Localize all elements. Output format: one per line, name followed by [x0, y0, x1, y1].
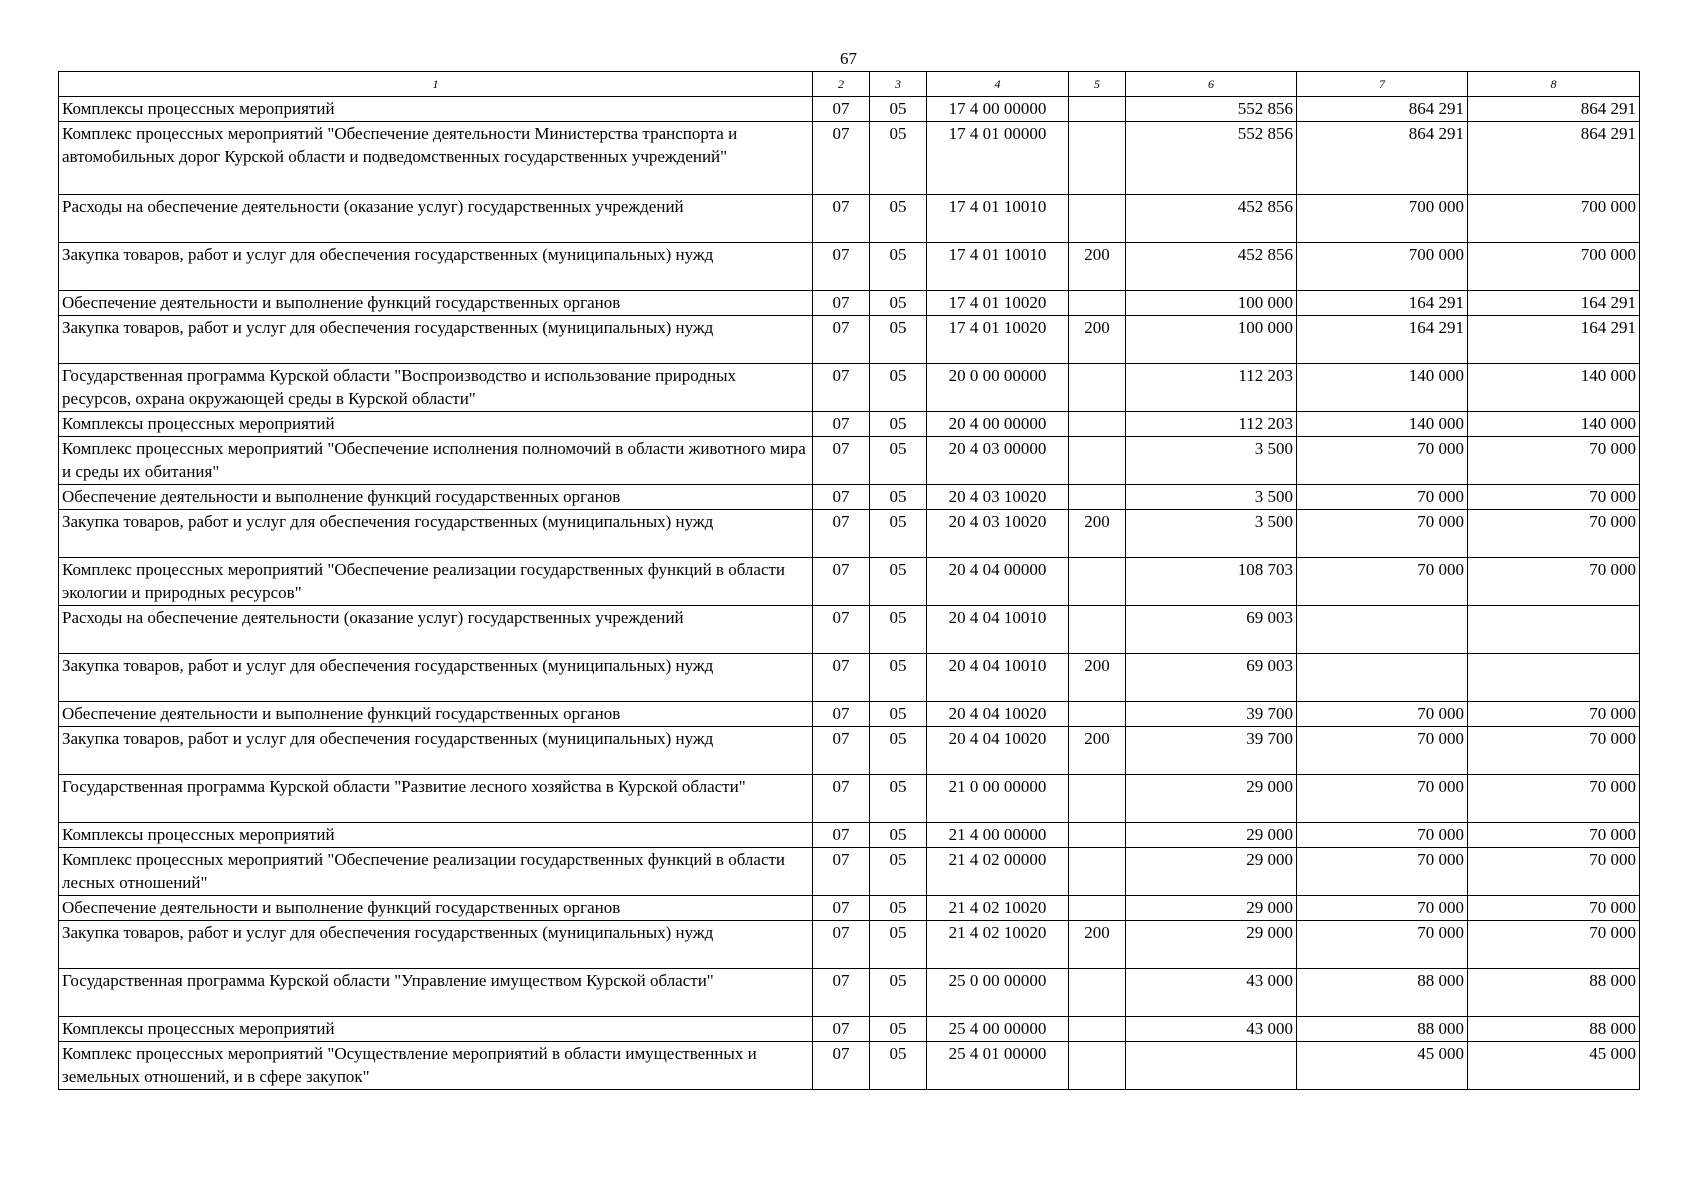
- amount-col7-cell: 70 000: [1297, 896, 1468, 921]
- target-article-cell: 21 4 02 10020: [927, 921, 1069, 969]
- amount-col8-cell: 70 000: [1468, 775, 1640, 823]
- subsection-code-cell: 05: [870, 1042, 927, 1090]
- expense-name-cell: Комплексы процессных мероприятий: [59, 97, 813, 122]
- amount-col6-cell: 69 003: [1126, 654, 1297, 702]
- amount-col6-cell: 69 003: [1126, 606, 1297, 654]
- amount-col8-cell: 700 000: [1468, 243, 1640, 291]
- amount-col6-cell: 100 000: [1126, 291, 1297, 316]
- expense-name-cell: Закупка товаров, работ и услуг для обеспечения государственных (муниципальных) нужд: [59, 727, 813, 775]
- target-article-cell: 21 4 02 10020: [927, 896, 1069, 921]
- subsection-code-cell: 05: [870, 848, 927, 896]
- amount-col8-cell: 70 000: [1468, 921, 1640, 969]
- column-header: 7: [1297, 72, 1468, 97]
- table-row: [59, 775, 1640, 823]
- amount-col6-cell: 39 700: [1126, 727, 1297, 775]
- amount-col8-cell: 88 000: [1468, 1017, 1640, 1042]
- amount-col7-cell: 700 000: [1297, 195, 1468, 243]
- amount-col8-cell: 140 000: [1468, 412, 1640, 437]
- amount-col6-cell: 43 000: [1126, 969, 1297, 1017]
- table-row: [59, 1017, 1640, 1042]
- expense-name-cell: Обеспечение деятельности и выполнение функций государственных органов: [59, 896, 813, 921]
- target-article-cell: 21 4 00 00000: [927, 823, 1069, 848]
- section-code-cell: 07: [813, 969, 870, 1017]
- section-code-cell: 07: [813, 122, 870, 195]
- section-code-cell: 07: [813, 316, 870, 364]
- amount-col8-cell: 70 000: [1468, 823, 1640, 848]
- target-article-cell: 21 4 02 00000: [927, 848, 1069, 896]
- amount-col8-cell: 70 000: [1468, 510, 1640, 558]
- column-header: 1: [59, 72, 813, 97]
- table-row: [59, 364, 1640, 412]
- expense-type-cell: 200: [1069, 243, 1126, 291]
- expense-name-cell: Комплекс процессных мероприятий "Обеспечение исполнения полномочий в области животного мира и среды их обитания": [59, 437, 813, 485]
- subsection-code-cell: 05: [870, 364, 927, 412]
- expense-name-cell: Закупка товаров, работ и услуг для обеспечения государственных (муниципальных) нужд: [59, 921, 813, 969]
- target-article-cell: 25 4 01 00000: [927, 1042, 1069, 1090]
- table-row: [59, 558, 1640, 606]
- amount-col7-cell: 70 000: [1297, 485, 1468, 510]
- expense-name-cell: Комплексы процессных мероприятий: [59, 1017, 813, 1042]
- target-article-cell: 25 0 00 00000: [927, 969, 1069, 1017]
- expense-type-cell: [1069, 702, 1126, 727]
- amount-col8-cell: 864 291: [1468, 97, 1640, 122]
- amount-col7-cell: 45 000: [1297, 1042, 1468, 1090]
- section-code-cell: 07: [813, 195, 870, 243]
- amount-col8-cell: 700 000: [1468, 195, 1640, 243]
- table-row: [59, 823, 1640, 848]
- subsection-code-cell: 05: [870, 823, 927, 848]
- subsection-code-cell: 05: [870, 654, 927, 702]
- amount-col6-cell: 3 500: [1126, 437, 1297, 485]
- subsection-code-cell: 05: [870, 291, 927, 316]
- amount-col8-cell: 164 291: [1468, 291, 1640, 316]
- table-row: [59, 654, 1640, 702]
- table-row: [59, 921, 1640, 969]
- amount-col6-cell: 29 000: [1126, 848, 1297, 896]
- expense-type-cell: [1069, 364, 1126, 412]
- expense-type-cell: 200: [1069, 316, 1126, 364]
- section-code-cell: 07: [813, 775, 870, 823]
- target-article-cell: 20 4 00 00000: [927, 412, 1069, 437]
- target-article-cell: 17 4 01 10010: [927, 195, 1069, 243]
- column-header: 4: [927, 72, 1069, 97]
- expense-name-cell: Расходы на обеспечение деятельности (оказание услуг) государственных учреждений: [59, 606, 813, 654]
- amount-col7-cell: 70 000: [1297, 510, 1468, 558]
- expense-name-cell: Закупка товаров, работ и услуг для обеспечения государственных (муниципальных) нужд: [59, 316, 813, 364]
- amount-col7-cell: 140 000: [1297, 412, 1468, 437]
- section-code-cell: 07: [813, 606, 870, 654]
- amount-col8-cell: 864 291: [1468, 122, 1640, 195]
- amount-col6-cell: [1126, 1042, 1297, 1090]
- expense-name-cell: Обеспечение деятельности и выполнение функций государственных органов: [59, 702, 813, 727]
- column-header: 5: [1069, 72, 1126, 97]
- amount-col6-cell: 29 000: [1126, 896, 1297, 921]
- table-row: [59, 195, 1640, 243]
- amount-col8-cell: 70 000: [1468, 896, 1640, 921]
- amount-col8-cell: 70 000: [1468, 702, 1640, 727]
- subsection-code-cell: 05: [870, 122, 927, 195]
- section-code-cell: 07: [813, 97, 870, 122]
- amount-col8-cell: 70 000: [1468, 558, 1640, 606]
- expense-name-cell: Обеспечение деятельности и выполнение функций государственных органов: [59, 291, 813, 316]
- section-code-cell: 07: [813, 510, 870, 558]
- table-row: [59, 412, 1640, 437]
- subsection-code-cell: 05: [870, 412, 927, 437]
- table-row: [59, 510, 1640, 558]
- target-article-cell: 25 4 00 00000: [927, 1017, 1069, 1042]
- target-article-cell: 20 4 04 10020: [927, 727, 1069, 775]
- table-row: [59, 606, 1640, 654]
- amount-col7-cell: 140 000: [1297, 364, 1468, 412]
- amount-col7-cell: 70 000: [1297, 775, 1468, 823]
- amount-col6-cell: 452 856: [1126, 243, 1297, 291]
- expense-type-cell: [1069, 291, 1126, 316]
- expense-name-cell: Государственная программа Курской области "Воспроизводство и использование природных ресурсов, охрана окружающей среды в Курской области": [59, 364, 813, 412]
- amount-col7-cell: [1297, 606, 1468, 654]
- amount-col8-cell: 140 000: [1468, 364, 1640, 412]
- section-code-cell: 07: [813, 702, 870, 727]
- subsection-code-cell: 05: [870, 1017, 927, 1042]
- expense-type-cell: [1069, 606, 1126, 654]
- expense-type-cell: [1069, 412, 1126, 437]
- column-header: 3: [870, 72, 927, 97]
- amount-col7-cell: 864 291: [1297, 122, 1468, 195]
- section-code-cell: 07: [813, 823, 870, 848]
- section-code-cell: 07: [813, 1017, 870, 1042]
- expense-type-cell: [1069, 896, 1126, 921]
- expense-name-cell: Государственная программа Курской области "Развитие лесного хозяйства в Курской области": [59, 775, 813, 823]
- expense-type-cell: [1069, 485, 1126, 510]
- expense-type-cell: [1069, 1017, 1126, 1042]
- expense-type-cell: [1069, 97, 1126, 122]
- table-row: [59, 316, 1640, 364]
- target-article-cell: 20 4 04 10010: [927, 606, 1069, 654]
- budget-table: [58, 71, 1640, 1090]
- subsection-code-cell: 05: [870, 243, 927, 291]
- amount-col6-cell: 29 000: [1126, 921, 1297, 969]
- amount-col7-cell: 70 000: [1297, 823, 1468, 848]
- subsection-code-cell: 05: [870, 195, 927, 243]
- section-code-cell: 07: [813, 727, 870, 775]
- amount-col7-cell: 70 000: [1297, 848, 1468, 896]
- amount-col8-cell: 45 000: [1468, 1042, 1640, 1090]
- expense-name-cell: Комплекс процессных мероприятий "Обеспечение деятельности Министерства транспорта и автомобильных дорог Курской области и подведомственных государственных учреждений": [59, 122, 813, 195]
- table-row: [59, 122, 1640, 195]
- target-article-cell: 17 4 01 00000: [927, 122, 1069, 195]
- amount-col8-cell: 70 000: [1468, 727, 1640, 775]
- table-body: [59, 97, 1640, 1090]
- amount-col8-cell: 88 000: [1468, 969, 1640, 1017]
- section-code-cell: 07: [813, 1042, 870, 1090]
- expense-type-cell: [1069, 969, 1126, 1017]
- expense-type-cell: 200: [1069, 510, 1126, 558]
- expense-name-cell: Комплекс процессных мероприятий "Обеспечение реализации государственных функций в области лесных отношений": [59, 848, 813, 896]
- expense-type-cell: [1069, 775, 1126, 823]
- amount-col6-cell: 112 203: [1126, 364, 1297, 412]
- target-article-cell: 20 4 04 00000: [927, 558, 1069, 606]
- column-header: 2: [813, 72, 870, 97]
- amount-col7-cell: 70 000: [1297, 558, 1468, 606]
- section-code-cell: 07: [813, 412, 870, 437]
- expense-type-cell: [1069, 558, 1126, 606]
- target-article-cell: 17 4 00 00000: [927, 97, 1069, 122]
- amount-col6-cell: 3 500: [1126, 510, 1297, 558]
- target-article-cell: 20 4 03 10020: [927, 510, 1069, 558]
- amount-col6-cell: 39 700: [1126, 702, 1297, 727]
- table-row: [59, 485, 1640, 510]
- expense-name-cell: Закупка товаров, работ и услуг для обеспечения государственных (муниципальных) нужд: [59, 243, 813, 291]
- amount-col8-cell: 70 000: [1468, 848, 1640, 896]
- table-row: [59, 1042, 1640, 1090]
- amount-col6-cell: 43 000: [1126, 1017, 1297, 1042]
- amount-col7-cell: 70 000: [1297, 702, 1468, 727]
- section-code-cell: 07: [813, 485, 870, 510]
- expense-name-cell: Обеспечение деятельности и выполнение функций государственных органов: [59, 485, 813, 510]
- subsection-code-cell: 05: [870, 969, 927, 1017]
- expense-type-cell: [1069, 1042, 1126, 1090]
- subsection-code-cell: 05: [870, 727, 927, 775]
- expense-name-cell: Закупка товаров, работ и услуг для обеспечения государственных (муниципальных) нужд: [59, 510, 813, 558]
- subsection-code-cell: 05: [870, 437, 927, 485]
- table-row: [59, 896, 1640, 921]
- target-article-cell: 20 4 03 00000: [927, 437, 1069, 485]
- expense-name-cell: Комплексы процессных мероприятий: [59, 823, 813, 848]
- expense-type-cell: [1069, 437, 1126, 485]
- target-article-cell: 21 0 00 00000: [927, 775, 1069, 823]
- amount-col8-cell: [1468, 654, 1640, 702]
- section-code-cell: 07: [813, 654, 870, 702]
- amount-col8-cell: 164 291: [1468, 316, 1640, 364]
- subsection-code-cell: 05: [870, 97, 927, 122]
- expense-name-cell: Комплекс процессных мероприятий "Обеспечение реализации государственных функций в области экологии и природных ресурсов": [59, 558, 813, 606]
- expense-name-cell: Комплексы процессных мероприятий: [59, 412, 813, 437]
- page-number: 67: [840, 49, 857, 68]
- expense-type-cell: 200: [1069, 727, 1126, 775]
- target-article-cell: 20 4 04 10010: [927, 654, 1069, 702]
- amount-col7-cell: 70 000: [1297, 437, 1468, 485]
- amount-col8-cell: [1468, 606, 1640, 654]
- amount-col7-cell: 88 000: [1297, 1017, 1468, 1042]
- subsection-code-cell: 05: [870, 775, 927, 823]
- target-article-cell: 20 0 00 00000: [927, 364, 1069, 412]
- amount-col7-cell: 88 000: [1297, 969, 1468, 1017]
- target-article-cell: 17 4 01 10010: [927, 243, 1069, 291]
- table-row: [59, 243, 1640, 291]
- table-row: [59, 291, 1640, 316]
- expense-name-cell: Закупка товаров, работ и услуг для обеспечения государственных (муниципальных) нужд: [59, 654, 813, 702]
- table-row: [59, 848, 1640, 896]
- section-code-cell: 07: [813, 437, 870, 485]
- subsection-code-cell: 05: [870, 702, 927, 727]
- section-code-cell: 07: [813, 896, 870, 921]
- subsection-code-cell: 05: [870, 921, 927, 969]
- expense-name-cell: Государственная программа Курской области "Управление имуществом Курской области": [59, 969, 813, 1017]
- section-code-cell: 07: [813, 364, 870, 412]
- expense-name-cell: Комплекс процессных мероприятий "Осуществление мероприятий в области имущественных и земельных отношений, и в сфере закупок": [59, 1042, 813, 1090]
- amount-col7-cell: [1297, 654, 1468, 702]
- amount-col6-cell: 452 856: [1126, 195, 1297, 243]
- target-article-cell: 20 4 03 10020: [927, 485, 1069, 510]
- amount-col6-cell: 112 203: [1126, 412, 1297, 437]
- amount-col6-cell: 108 703: [1126, 558, 1297, 606]
- section-code-cell: 07: [813, 243, 870, 291]
- amount-col7-cell: 864 291: [1297, 97, 1468, 122]
- amount-col6-cell: 100 000: [1126, 316, 1297, 364]
- subsection-code-cell: 05: [870, 558, 927, 606]
- amount-col7-cell: 70 000: [1297, 921, 1468, 969]
- subsection-code-cell: 05: [870, 510, 927, 558]
- expense-type-cell: [1069, 122, 1126, 195]
- expense-type-cell: [1069, 195, 1126, 243]
- section-code-cell: 07: [813, 848, 870, 896]
- amount-col6-cell: 552 856: [1126, 122, 1297, 195]
- column-header: 8: [1468, 72, 1640, 97]
- subsection-code-cell: 05: [870, 316, 927, 364]
- subsection-code-cell: 05: [870, 896, 927, 921]
- amount-col8-cell: 70 000: [1468, 437, 1640, 485]
- expense-type-cell: [1069, 823, 1126, 848]
- amount-col7-cell: 164 291: [1297, 316, 1468, 364]
- amount-col6-cell: 552 856: [1126, 97, 1297, 122]
- subsection-code-cell: 05: [870, 606, 927, 654]
- expense-type-cell: [1069, 848, 1126, 896]
- table-row: [59, 727, 1640, 775]
- target-article-cell: 17 4 01 10020: [927, 291, 1069, 316]
- table-row: [59, 702, 1640, 727]
- target-article-cell: 17 4 01 10020: [927, 316, 1069, 364]
- amount-col6-cell: 3 500: [1126, 485, 1297, 510]
- amount-col7-cell: 70 000: [1297, 727, 1468, 775]
- table-row: [59, 437, 1640, 485]
- section-code-cell: 07: [813, 558, 870, 606]
- target-article-cell: 20 4 04 10020: [927, 702, 1069, 727]
- section-code-cell: 07: [813, 921, 870, 969]
- column-number-header-row: [59, 72, 1640, 97]
- table-row: [59, 97, 1640, 122]
- amount-col7-cell: 700 000: [1297, 243, 1468, 291]
- subsection-code-cell: 05: [870, 485, 927, 510]
- table-row: [59, 969, 1640, 1017]
- section-code-cell: 07: [813, 291, 870, 316]
- expense-type-cell: 200: [1069, 654, 1126, 702]
- expense-type-cell: 200: [1069, 921, 1126, 969]
- amount-col7-cell: 164 291: [1297, 291, 1468, 316]
- expense-name-cell: Расходы на обеспечение деятельности (оказание услуг) государственных учреждений: [59, 195, 813, 243]
- column-header: 6: [1126, 72, 1297, 97]
- amount-col8-cell: 70 000: [1468, 485, 1640, 510]
- amount-col6-cell: 29 000: [1126, 775, 1297, 823]
- amount-col6-cell: 29 000: [1126, 823, 1297, 848]
